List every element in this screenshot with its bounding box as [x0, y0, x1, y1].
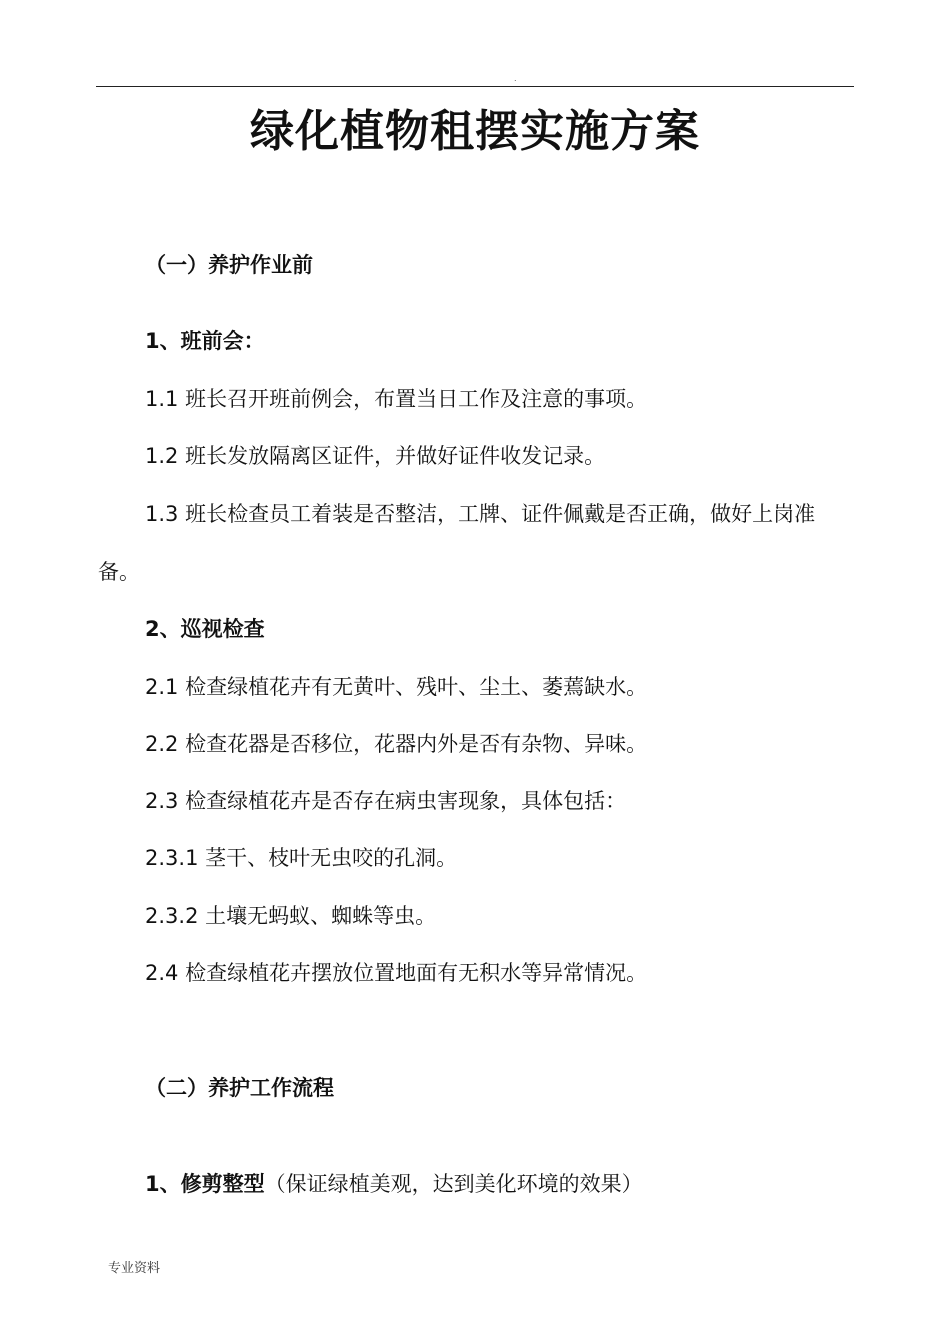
item-1-heading: 1、班前会： [145, 329, 265, 353]
item-2-heading: 2、巡视检查 [145, 617, 265, 641]
paragraph-line: 2.4 检查绿植花卉摆放位置地面有无积水等异常情况。 [145, 961, 648, 985]
item-heading-with-note [145, 1169, 643, 1199]
paragraph-line: 备。 [98, 560, 140, 584]
paragraph-line: 2.3 检查绿植花卉是否存在病虫害现象，具体包括： [145, 789, 627, 813]
paragraph-line: 2.2 检查花器是否移位，花器内外是否有杂物、异味。 [145, 732, 648, 756]
item-heading: 1、修剪整型 [145, 1172, 265, 1196]
section-2-heading: （二）养护工作流程 [145, 1076, 334, 1100]
paragraph-line: 1.2 班长发放隔离区证件，并做好证件收发记录。 [145, 444, 606, 468]
paragraph-line: 2.1 检查绿植花卉有无黄叶、残叶、尘土、萎蔫缺水。 [145, 675, 648, 699]
paragraph-line: 2.3.1 茎干、枝叶无虫咬的孔洞。 [145, 846, 458, 870]
paragraph-line: 2.3.2 土壤无蚂蚁、蜘蛛等虫。 [145, 904, 437, 928]
header-dot: . [514, 74, 517, 83]
paragraph-line: 1.1 班长召开班前例会，布置当日工作及注意的事项。 [145, 387, 648, 411]
footer-label: 专业资料 [108, 1261, 161, 1276]
document-title: 绿化植物租摆实施方案 [250, 106, 700, 157]
paragraph-line: 1.3 班长检查员工着装是否整洁，工牌、证件佩戴是否正确，做好上岗准 [145, 502, 816, 526]
section-1-heading: （一）养护作业前 [145, 253, 313, 277]
header-rule [96, 86, 854, 87]
item-note: （保证绿植美观，达到美化环境的效果） [264, 1172, 643, 1196]
